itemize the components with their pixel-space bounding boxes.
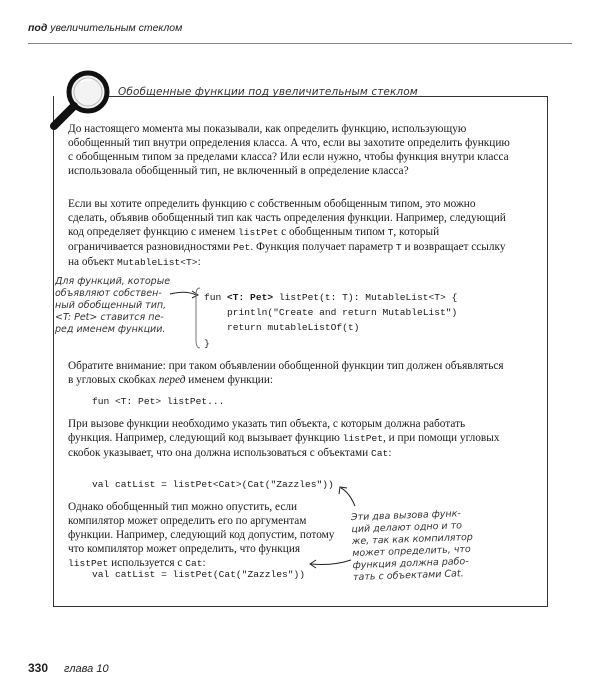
chapter-label: глава 10 [64, 663, 109, 675]
arrow-up-icon [335, 482, 365, 512]
paragraph-3: Обратите внимание: при таком объявлении обобщенной функции тип должен объявляться в угловых скобках перед именем функции: [68, 360, 504, 386]
code-block-call-inferred: val catList = listPet(Cat("Zazzles")) [92, 569, 306, 580]
inline-code: MutableList<T> [116, 257, 198, 268]
paragraph-4: При вызове функции необходимо указать тип объекта, с которым должна работать функция. Например, следующий код вызывает функцию listPet, и при помощи угловых скобок указывает, что она должна использоваться с объектами Cat: [68, 418, 500, 459]
inline-code: T [387, 227, 394, 238]
inline-code: Pet [233, 242, 251, 253]
code-block-declaration: fun <T: Pet> listPet... [92, 396, 225, 407]
note-right: Эти два вызова функ- ций делают одно и то же, так как компилятор может определить, что функция должна рабо- тать с объектами Cat. [350, 508, 474, 584]
inline-code: listPet [238, 227, 279, 238]
note-left: Для функций, которые объявляют собствен- ный обобщенный тип, <T: Pet> ставится пе- ред именем функции. [55, 276, 171, 335]
header-prefix: под [28, 22, 48, 34]
page-number: 330 [28, 661, 49, 675]
paragraph-2: Если вы хотите определить функцию с собственным обобщенным типом, это можно сделать, объявив обобщенный тип как часть определения функции. Например, следующий код определяет функцию с именем listPet с обобщенным типом T, который ограничивается разновидностями Pet. Функция получает параметр T и возвращает ссылку на объект MutableList<T>: [68, 198, 506, 268]
page-footer [28, 661, 109, 675]
header-rule [28, 43, 572, 44]
arrow-down-icon [305, 556, 355, 576]
header-rest: увеличительным стеклом [47, 22, 183, 34]
sidebar-title: Обобщенные функции под увеличительным стеклом [118, 86, 418, 98]
paragraph-5: Однако обобщенный тип можно опустить, если компилятор может определить его по аргументам функции. Например, следующий код допустим, потому что компилятор может определить, что функция listPet используется с Cat: [68, 501, 335, 569]
code-block-call-explicit: val catList = listPet<Cat>(Cat("Zazzles")) [92, 479, 334, 490]
inline-code: T [395, 242, 402, 253]
code-closing-brace: } [204, 338, 210, 349]
running-header [28, 22, 182, 34]
code-bracket [180, 284, 202, 354]
paragraph-1: До настоящего момента мы показывали, как определить функцию, использующую обобщенный тип внутри определения класса. А что, если вы захотите определить функцию с обобщенным типом за пределами класса? Или если нужно, чтобы функция внутри класса использовала обобщенный тип, не включенный в определение класса? [68, 123, 510, 177]
code-block-definition: fun <T: Pet> listPet(t: T): MutableList<T> { println("Create and return MutableList") return mutableListOf(t) [204, 292, 458, 333]
